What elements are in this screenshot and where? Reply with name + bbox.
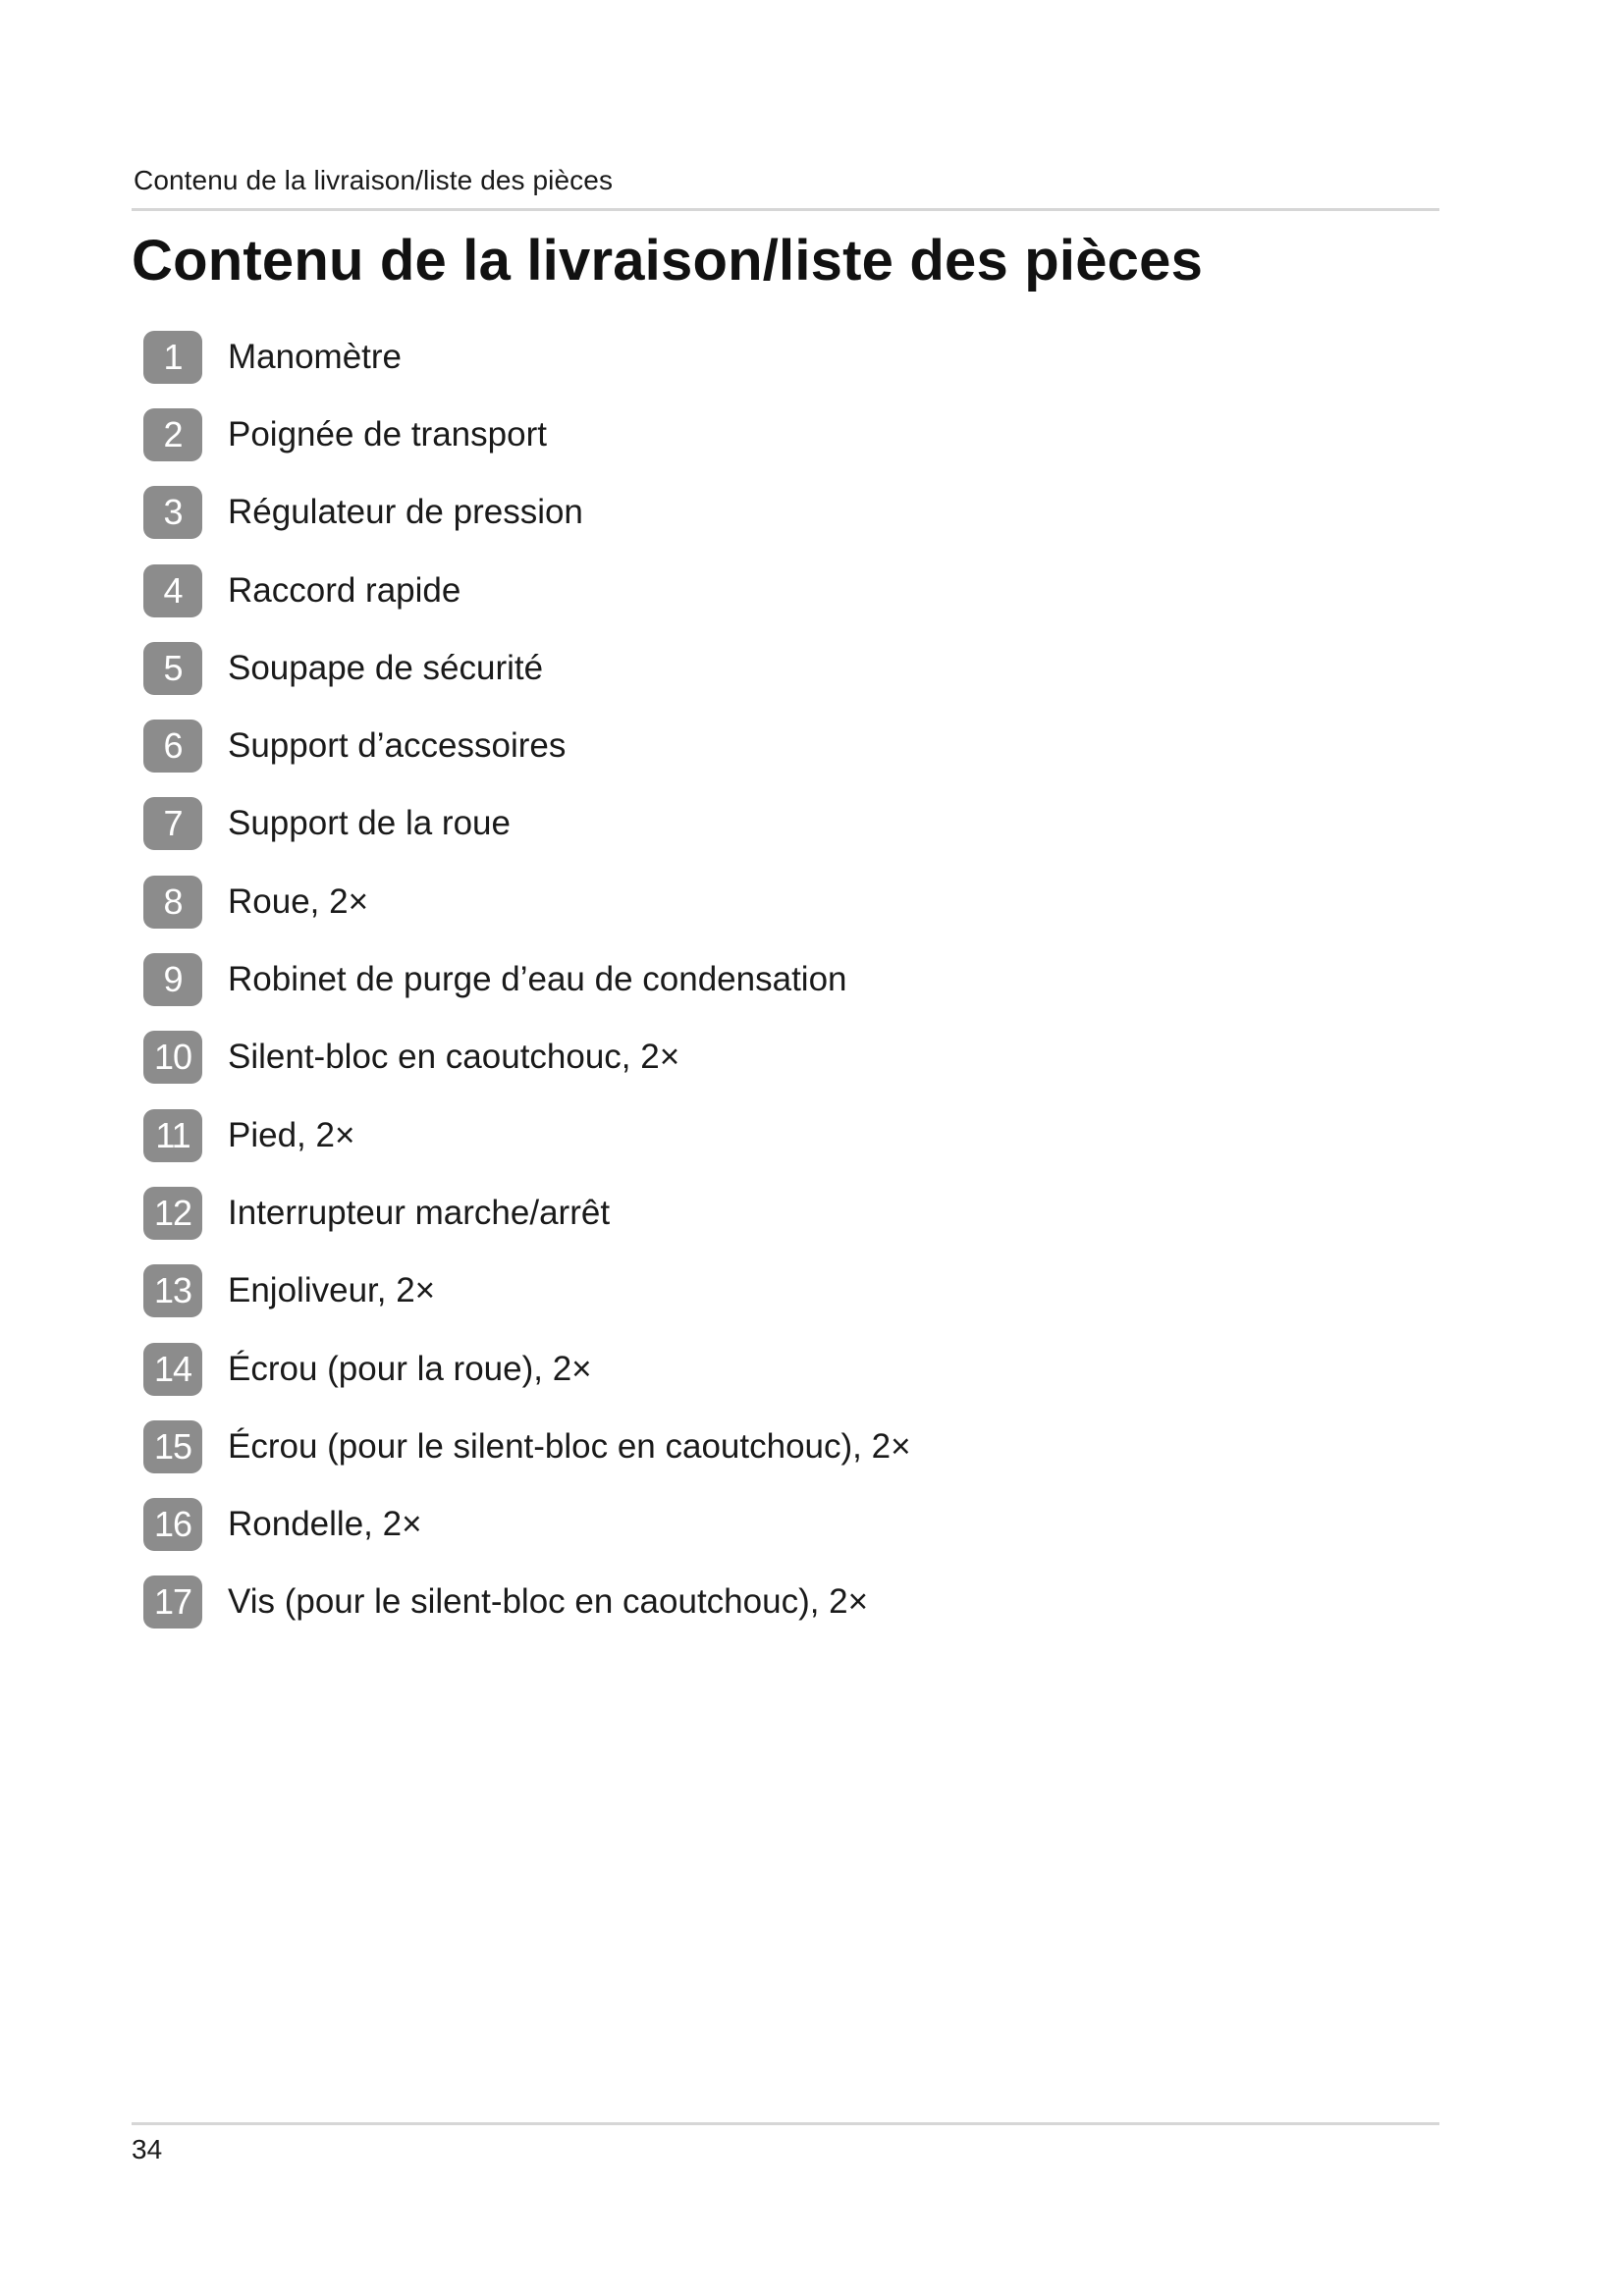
item-number-badge: 3 [143, 486, 202, 539]
part-label: Robinet de purge d’eau de condensation [228, 960, 847, 999]
part-label: Soupape de sécurité [228, 648, 544, 687]
list-item [143, 1174, 911, 1252]
item-number-badge: 6 [143, 720, 202, 773]
part-label: Support d’accessoires [228, 726, 567, 766]
part-label: Vis (pour le silent-bloc en caoutchouc), 2× [228, 1582, 869, 1622]
item-number-badge: 5 [143, 642, 202, 695]
item-number-badge: 9 [143, 953, 202, 1006]
item-number-badge: 2 [143, 408, 202, 461]
header-divider [132, 208, 1439, 211]
list-item [143, 707, 911, 784]
part-label: Enjoliveur, 2× [228, 1271, 436, 1310]
part-label: Manomètre [228, 337, 403, 376]
item-number-badge: 8 [143, 876, 202, 929]
item-number-badge: 12 [143, 1187, 202, 1240]
list-item [143, 1564, 911, 1641]
list-item [143, 318, 911, 396]
part-label: Rondelle, 2× [228, 1505, 422, 1544]
part-label: Écrou (pour la roue), 2× [228, 1349, 592, 1388]
list-item [143, 1408, 911, 1485]
part-label: Interrupteur marche/arrêt [228, 1193, 611, 1232]
item-number-badge: 17 [143, 1575, 202, 1629]
part-label: Support de la roue [228, 804, 511, 843]
part-label: Roue, 2× [228, 881, 369, 921]
list-item [143, 863, 911, 940]
list-item [143, 1253, 911, 1330]
item-number-badge: 10 [143, 1031, 202, 1084]
list-item [143, 552, 911, 629]
item-number-badge: 14 [143, 1343, 202, 1396]
part-label: Raccord rapide [228, 570, 461, 610]
footer-divider [132, 2122, 1439, 2125]
list-item [143, 785, 911, 863]
part-label: Poignée de transport [228, 414, 547, 454]
running-header: Contenu de la livraison/liste des pièces [134, 165, 614, 195]
list-item [143, 940, 911, 1018]
item-number-badge: 13 [143, 1264, 202, 1317]
item-number-badge: 16 [143, 1498, 202, 1551]
list-item [143, 396, 911, 473]
list-item [143, 1096, 911, 1174]
list-item [143, 474, 911, 552]
list-item [143, 1485, 911, 1563]
part-label: Écrou (pour le silent-bloc en caoutchouc), 2× [228, 1426, 911, 1466]
page-number: 34 [132, 2134, 163, 2164]
item-number-badge: 7 [143, 797, 202, 850]
item-number-badge: 15 [143, 1420, 202, 1473]
part-label: Régulateur de pression [228, 493, 583, 532]
part-label: Pied, 2× [228, 1115, 355, 1154]
item-number-badge: 11 [143, 1109, 202, 1162]
item-number-badge: 1 [143, 331, 202, 384]
part-label: Silent-bloc en caoutchouc, 2× [228, 1038, 680, 1077]
page-title: Contenu de la livraison/liste des pièces [132, 229, 1204, 293]
list-item [143, 1019, 911, 1096]
item-number-badge: 4 [143, 564, 202, 617]
list-item [143, 629, 911, 707]
parts-list [143, 318, 911, 1641]
list-item [143, 1330, 911, 1408]
